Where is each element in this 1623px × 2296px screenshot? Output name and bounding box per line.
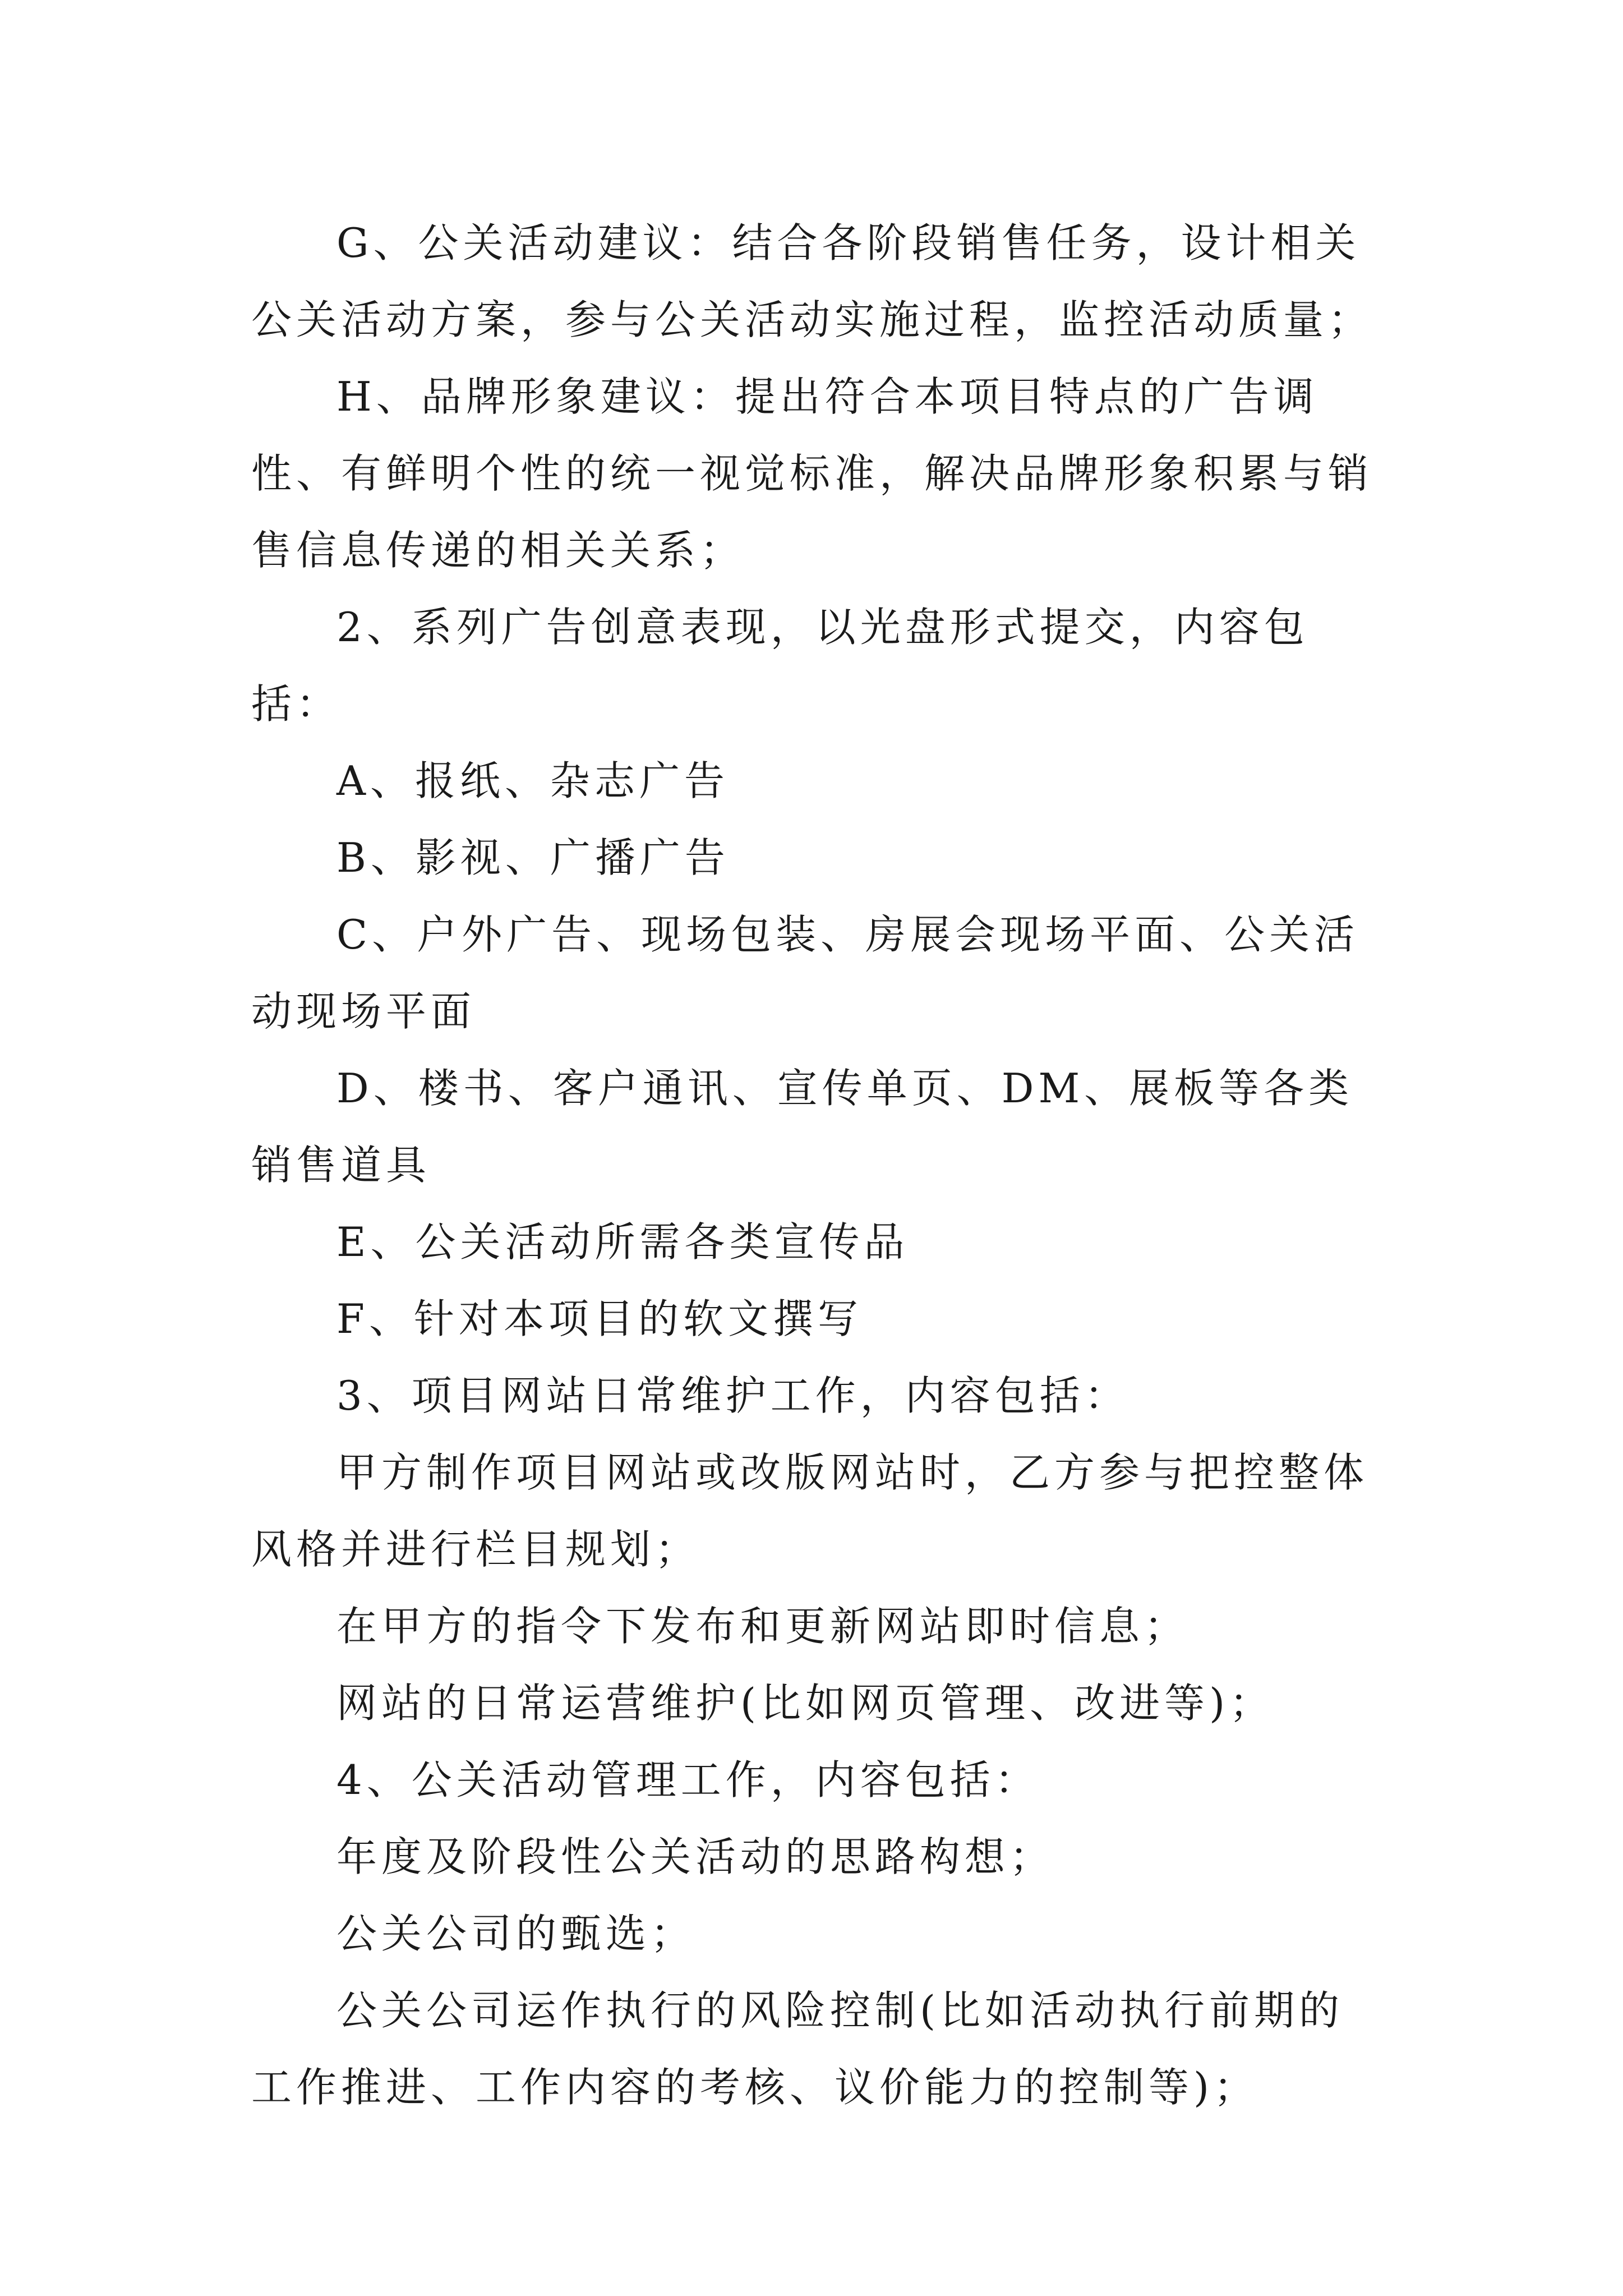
paragraph-b-tv-radio: B、影视、广播广告: [336, 834, 730, 881]
paragraph-c-outdoor: C、户外广告、现场包装、房展会现场平面、公关活动现场平面: [251, 911, 1359, 1035]
paragraph-website-operations: 网站的日常运营维护(比如网页管理、改进等)；: [336, 1680, 1275, 1727]
paragraph-website-redesign: 甲方制作项目网站或改版网站时，乙方参与把控整体风格并进行栏目规划；: [251, 1449, 1369, 1573]
paragraph-2-ad-creative: 2、系列广告创意表现，以光盘形式提交，内容包括：: [251, 604, 1309, 728]
paragraph-pr-company-selection: 公关公司的甄选；: [336, 1910, 696, 1957]
paragraph-a-newspaper-magazine: A、报纸、杂志广告: [336, 757, 729, 804]
paragraph-annual-pr-ideas: 年度及阶段性公关活动的思路构想；: [336, 1833, 1055, 1880]
paragraph-h-brand-image-suggestion: H、品牌形象建议：提出符合本项目特点的广告调性、有鲜明个性的统一视觉标准，解决品牌形象积累与销售信息传递的相关关系；: [251, 373, 1373, 574]
paragraph-4-pr-management: 4、公关活动管理工作，内容包括：: [336, 1756, 1040, 1803]
paragraph-pr-risk-control: 公关公司运作执行的风险控制(比如活动执行前期的工作推进、工作内容的考核、议价能力的控制等)；: [251, 1987, 1344, 2111]
paragraph-g-pr-suggestion: G、公关活动建议：结合各阶段销售任务，设计相关公关活动方案，参与公关活动实施过程，监控活动质量；: [251, 219, 1373, 343]
paragraph-f-soft-articles: F、针对本项目的软文撰写: [336, 1295, 863, 1342]
paragraph-d-sales-props: D、楼书、客户通讯、宣传单页、DM、展板等各类销售道具: [251, 1065, 1354, 1189]
document-body: [251, 205, 1384, 2126]
paragraph-website-updates: 在甲方的指令下发布和更新网站即时信息；: [336, 1603, 1189, 1650]
paragraph-e-pr-materials: E、公关活动所需各类宣传品: [336, 1218, 909, 1266]
paragraph-3-website-maintenance: 3、项目网站日常维护工作，内容包括：: [336, 1372, 1129, 1419]
